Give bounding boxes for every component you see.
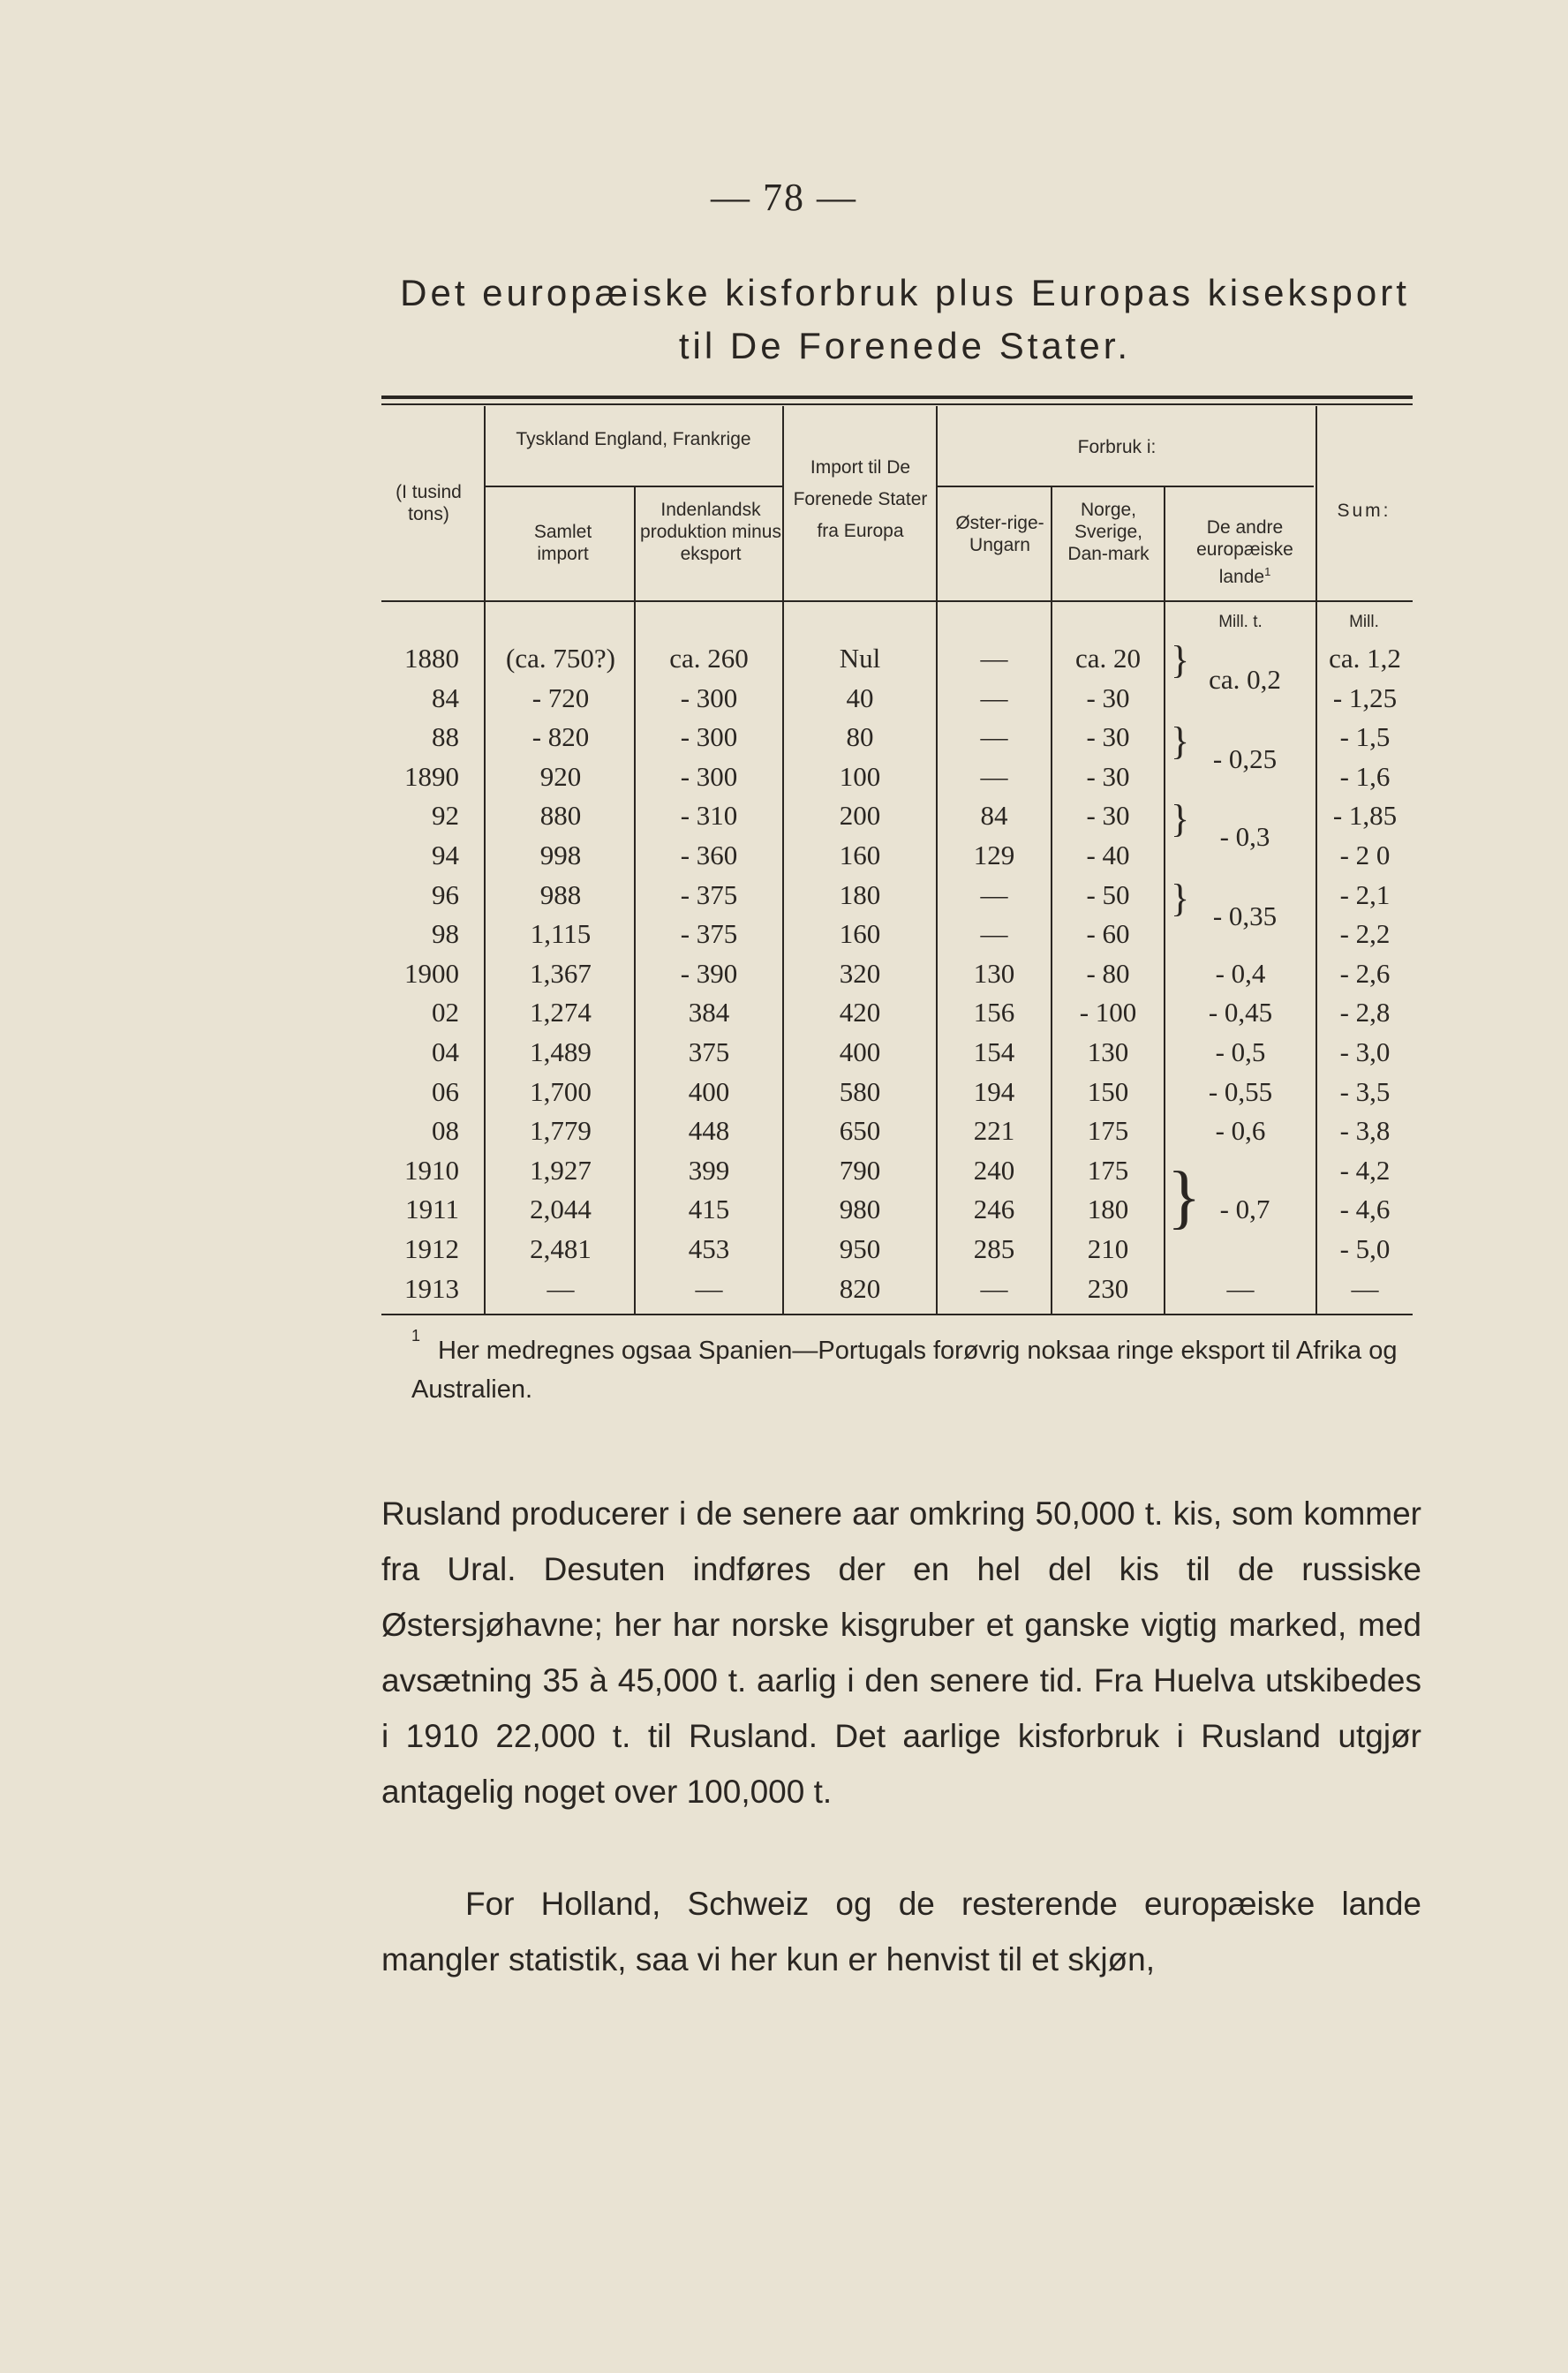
cell-samlet: — (547, 1273, 575, 1304)
cell-oster: 246 (973, 1194, 1015, 1224)
cell-sum: - 2,2 (1339, 918, 1391, 949)
cell-indl: 448 (688, 1115, 730, 1146)
cell-sum: - 1,5 (1339, 721, 1391, 752)
cell-samlet: 1,367 (530, 958, 592, 989)
cell-indl: ca. 260 (669, 643, 749, 674)
brace-icon: } (1171, 797, 1190, 840)
cell-oster: 221 (973, 1115, 1015, 1146)
cell-indl: - 300 (680, 682, 738, 713)
cell-indl: 384 (688, 997, 730, 1028)
row-year: 1890 (404, 761, 459, 792)
cell-sum: - 2,1 (1339, 879, 1391, 910)
cell-samlet: 1,927 (530, 1155, 592, 1186)
cell-sum: ca. 1,2 (1329, 643, 1401, 674)
andre-merged: ca. 0,2 (1209, 664, 1281, 695)
cell-indl: - 300 (680, 761, 738, 792)
cell-indl: - 300 (680, 721, 738, 752)
group-rule-right (936, 486, 1314, 487)
cell-norge: - 30 (1086, 721, 1130, 752)
row-year: 98 (432, 918, 459, 949)
cell-samlet: 1,274 (530, 997, 592, 1028)
cell-indl: 415 (688, 1194, 730, 1224)
row-year: 1910 (404, 1155, 459, 1186)
footnote-mark: 1 (411, 1327, 421, 1345)
cell-oster: — (980, 918, 1008, 949)
cell-norge: - 50 (1086, 879, 1130, 910)
header-import: Import til De Forenede Stater fra Europa (793, 457, 928, 541)
cell-indl: - 310 (680, 800, 738, 831)
row-year: 88 (432, 721, 459, 752)
row-year: 1912 (404, 1233, 459, 1264)
brace-icon: } (1167, 1158, 1202, 1236)
cell-norge: - 80 (1086, 958, 1130, 989)
table-title-line2: til De Forenede Stater. (678, 325, 1132, 366)
cell-oster: 129 (973, 840, 1015, 870)
cell-oster: — (980, 721, 1008, 752)
cell-norge: - 40 (1086, 840, 1130, 870)
header-andre: De andre europæiske lande$^1$ (1196, 517, 1293, 587)
brace-icon: } (1171, 877, 1190, 920)
cell-samlet: 880 (539, 800, 582, 831)
cell-sum: - 2,6 (1339, 958, 1391, 989)
top-rule-thin (381, 403, 1413, 405)
cell-samlet: (ca. 750?) (506, 643, 615, 674)
cell-import: 160 (839, 918, 881, 949)
cell-norge: 180 (1087, 1194, 1129, 1224)
cell-norge: 230 (1087, 1273, 1129, 1304)
cell-oster: 130 (973, 958, 1015, 989)
cell-andre: - 0,6 (1215, 1115, 1266, 1146)
header-group-tyskland: Tyskland England, Frankrige (516, 429, 751, 449)
row-year: 04 (432, 1036, 459, 1067)
cell-oster: 156 (973, 997, 1015, 1028)
cell-samlet: 1,115 (530, 918, 592, 949)
cell-indl: - 375 (680, 918, 738, 949)
cell-norge: - 30 (1086, 800, 1130, 831)
cell-samlet: - 720 (531, 682, 590, 713)
cell-andre: - 0,4 (1215, 958, 1266, 989)
page-number: — 78 — (711, 176, 857, 219)
andre-merged: - 0,35 (1212, 900, 1278, 931)
header-oster: Øster-rige-Ungarn (955, 513, 1044, 555)
cell-sum: - 4,6 (1339, 1194, 1391, 1224)
cell-oster: 84 (980, 800, 1008, 831)
vline (484, 406, 486, 1314)
paragraph-holland: For Holland, Schweiz og de resterende europæiske lande mangler statistik, saa vi her kun er henvist til et skjøn, (381, 1886, 1421, 1978)
cell-import: 650 (839, 1115, 881, 1146)
cell-samlet: 1,779 (530, 1115, 592, 1146)
cell-norge: 210 (1087, 1233, 1129, 1264)
row-year: 92 (432, 800, 459, 831)
row-year: 84 (432, 682, 459, 713)
row-year: 96 (432, 879, 459, 910)
andre-merged: - 0,25 (1212, 743, 1278, 774)
row-year: 06 (432, 1076, 459, 1107)
cell-import: 180 (839, 879, 881, 910)
group-rule-left (484, 486, 782, 487)
cell-import: 400 (839, 1036, 881, 1067)
cell-sum: - 1,85 (1332, 800, 1398, 831)
cell-import: 40 (846, 682, 874, 713)
andre-merged: - 0,3 (1219, 821, 1270, 852)
cell-norge: - 60 (1086, 918, 1130, 949)
cell-norge: ca. 20 (1074, 643, 1142, 674)
cell-import: 820 (839, 1273, 881, 1304)
cell-andre: - 0,5 (1215, 1036, 1266, 1067)
cell-sum: - 2 0 (1339, 840, 1391, 870)
cell-indl: 399 (688, 1155, 730, 1186)
cell-norge: 175 (1087, 1155, 1129, 1186)
cell-oster: — (980, 761, 1008, 792)
top-rule-thick (381, 396, 1413, 399)
unit-mill-t: Mill. t. (1218, 613, 1263, 631)
row-year: 08 (432, 1115, 459, 1146)
row-year: 1880 (404, 643, 459, 674)
cell-samlet: 920 (539, 761, 582, 792)
cell-norge: - 30 (1086, 682, 1130, 713)
cell-norge: 150 (1087, 1076, 1129, 1107)
cell-samlet: 2,481 (530, 1233, 592, 1264)
cell-samlet: 2,044 (530, 1194, 592, 1224)
cell-oster: 240 (973, 1155, 1015, 1186)
header-norge: Norge, Sverige, Dan-mark (1067, 500, 1150, 564)
table-bottom-rule (381, 1314, 1413, 1315)
cell-indl: - 360 (680, 840, 738, 870)
header-bottom-rule (381, 600, 1413, 602)
footnote: Her medregnes ogsaa Spanien—Portugals forøvrig noksaa ringe eksport til Afrika og Australien. (411, 1337, 1398, 1404)
cell-import: 80 (846, 721, 874, 752)
cell-sum: - 4,2 (1339, 1155, 1391, 1186)
cell-import: 420 (839, 997, 881, 1028)
cell-sum: - 3,0 (1339, 1036, 1391, 1067)
cell-sum: — (1351, 1273, 1379, 1304)
cell-indl: — (695, 1273, 723, 1304)
cell-sum: - 3,8 (1339, 1115, 1391, 1146)
table-title-line1: Det europæiske kisforbruk plus Europas kiseksport (400, 272, 1410, 313)
row-year: 02 (432, 997, 459, 1028)
header-sum: Sum: (1337, 501, 1391, 521)
header-unit: (I tusind tons) (396, 482, 462, 524)
cell-andre: - 0,45 (1208, 997, 1273, 1028)
row-year: 1911 (405, 1194, 459, 1224)
cell-indl: 375 (688, 1036, 730, 1067)
unit-mill: Mill. (1349, 613, 1379, 631)
cell-import: 950 (839, 1233, 881, 1264)
cell-andre: — (1226, 1273, 1255, 1304)
cell-sum: - 3,5 (1339, 1076, 1391, 1107)
cell-sum: - 2,8 (1339, 997, 1391, 1028)
cell-samlet: - 820 (531, 721, 590, 752)
cell-import: 980 (839, 1194, 881, 1224)
cell-import: 160 (839, 840, 881, 870)
cell-oster: — (980, 1273, 1008, 1304)
cell-indl: - 375 (680, 879, 738, 910)
row-year: 94 (432, 840, 459, 870)
cell-import: 790 (839, 1155, 881, 1186)
cell-oster: 154 (973, 1036, 1015, 1067)
cell-sum: - 1,6 (1339, 761, 1391, 792)
cell-import: Nul (839, 643, 881, 674)
cell-norge: - 100 (1079, 997, 1137, 1028)
cell-andre: - 0,55 (1208, 1076, 1273, 1107)
paragraph-russia: Rusland producerer i de senere aar omkring 50,000 t. kis, som kommer fra Ural. Desuten indføres der en hel del kis til de russiske Østersjøhavne; her har norske kisgruber et ganske vigtig marked, med avsætning 35 à 45,000 t. aarlig i den senere tid. Fra Huelva utskibedes i 1910 22,000 t. til Rusland. Det aarlige kisforbruk i Rusland utgjør antagelig noget over 100,000 t. (381, 1495, 1421, 1810)
cell-oster: 194 (973, 1076, 1015, 1107)
cell-samlet: 988 (539, 879, 582, 910)
cell-norge: - 30 (1086, 761, 1130, 792)
header-forbruk: Forbruk i: (1077, 437, 1157, 457)
cell-import: 580 (839, 1076, 881, 1107)
cell-oster: — (980, 643, 1008, 674)
cell-import: 200 (839, 800, 881, 831)
cell-samlet: 1,489 (530, 1036, 592, 1067)
cell-norge: 175 (1087, 1115, 1129, 1146)
header-samlet: Samlet import (533, 522, 592, 564)
cell-oster: — (980, 879, 1008, 910)
brace-icon: } (1171, 638, 1190, 682)
cell-oster: — (980, 682, 1008, 713)
cell-indl: 400 (688, 1076, 730, 1107)
cell-samlet: 998 (539, 840, 582, 870)
cell-indl: - 390 (680, 958, 738, 989)
row-year: 1913 (404, 1273, 459, 1304)
header-indenlandsk: Indenlandsk produktion minus eksport (640, 500, 781, 564)
cell-norge: 130 (1087, 1036, 1129, 1067)
cell-sum: - 1,25 (1332, 682, 1398, 713)
brace-icon: } (1171, 719, 1190, 763)
vline (1164, 487, 1165, 1314)
cell-samlet: 1,700 (530, 1076, 592, 1107)
cell-import: 320 (839, 958, 881, 989)
cell-import: 100 (839, 761, 881, 792)
cell-indl: 453 (688, 1233, 730, 1264)
cell-sum: - 5,0 (1339, 1233, 1391, 1264)
andre-merged: - 0,7 (1219, 1194, 1270, 1224)
cell-oster: 285 (973, 1233, 1015, 1264)
row-year: 1900 (404, 958, 459, 989)
